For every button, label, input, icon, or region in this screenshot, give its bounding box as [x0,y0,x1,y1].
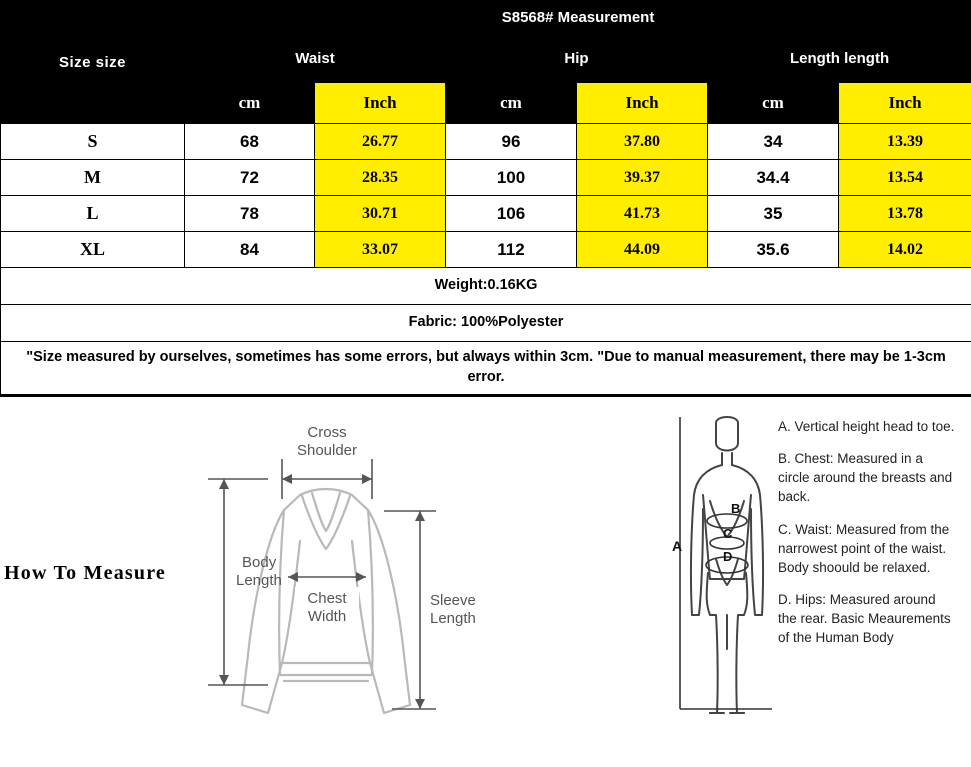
group-waist: Waist [185,34,446,83]
table-row [1,160,971,196]
cell-hip-cm: 100 [446,160,577,196]
unit-hip-inch: Inch [577,83,708,124]
cell-length-inch: 13.54 [839,160,971,196]
label-cross-shoulder-line2: Shoulder [297,442,357,459]
disclaimer-text: "Size measured by ourselves, sometimes has some errors, but always within 3cm. "Due to manual measurement, there may be 1-3cm error. [1,342,971,395]
row-size-label: XL [1,232,185,268]
marker-a: A [672,538,682,554]
cell-length-cm: 35 [708,196,839,232]
unit-length-inch: Inch [839,83,971,124]
description-d: D. Hips: Measured around the rear. Basic Meaurements of the Human Body [778,590,958,647]
cell-hip-cm: 106 [446,196,577,232]
cell-waist-inch: 28.35 [315,160,446,196]
body-figure-diagram [672,409,782,729]
cell-length-inch: 14.02 [839,232,971,268]
measurement-descriptions [778,417,958,661]
disclaimer-row [1,342,971,395]
table-row [1,124,971,160]
fabric-text: Fabric: 100%Polyester [1,305,971,342]
weight-row [1,268,971,305]
unit-waist-cm: cm [185,83,315,124]
how-to-measure-heading: How To Measure [4,562,166,585]
cell-length-cm: 34 [708,124,839,160]
cell-hip-inch: 39.37 [577,160,708,196]
description-c: C. Waist: Measured from the narrowest point of the waist. Body shoould be relaxed. [778,520,958,577]
label-body-length-line1: Body [242,554,277,571]
cell-hip-cm: 112 [446,232,577,268]
cell-waist-cm: 84 [185,232,315,268]
weight-text: Weight:0.16KG [1,268,971,305]
cell-length-inch: 13.39 [839,124,971,160]
row-size-label: L [1,196,185,232]
label-sleeve-length-line1: Sleeve [430,592,476,609]
corner-size-label: Size size [1,1,185,124]
cell-hip-inch: 37.80 [577,124,708,160]
description-a: A. Vertical height head to toe. [778,417,958,436]
cell-waist-cm: 78 [185,196,315,232]
table-row [1,232,971,268]
unit-hip-cm: cm [446,83,577,124]
cell-hip-inch: 41.73 [577,196,708,232]
unit-waist-inch: Inch [315,83,446,124]
table-row [1,196,971,232]
row-size-label: S [1,124,185,160]
label-cross-shoulder-line1: Cross [307,424,346,441]
table-title: S8568# Measurement [185,1,971,34]
cell-waist-inch: 33.07 [315,232,446,268]
marker-d: D [723,549,732,564]
cell-length-cm: 35.6 [708,232,839,268]
cell-waist-inch: 30.71 [315,196,446,232]
group-hip: Hip [446,34,708,83]
row-size-label: M [1,160,185,196]
marker-b: B [731,501,740,516]
label-chest-width-line1: Chest [307,590,347,607]
unit-length-cm: cm [708,83,839,124]
group-length: Length length [708,34,971,83]
marker-c: C [723,526,733,541]
fabric-row [1,305,971,342]
label-chest-width-line2: Width [308,608,346,625]
cell-hip-cm: 96 [446,124,577,160]
cell-length-inch: 13.78 [839,196,971,232]
cell-waist-cm: 68 [185,124,315,160]
description-b: B. Chest: Measured in a circle around the breasts and back. [778,449,958,506]
garment-diagram [196,417,496,747]
cell-waist-inch: 26.77 [315,124,446,160]
label-sleeve-length-line2: Length [430,610,476,627]
how-to-measure-panel [0,395,971,767]
cell-waist-cm: 72 [185,160,315,196]
table-title-row [1,1,971,34]
cell-length-cm: 34.4 [708,160,839,196]
label-body-length-line2: Length [236,572,282,589]
cell-hip-inch: 44.09 [577,232,708,268]
